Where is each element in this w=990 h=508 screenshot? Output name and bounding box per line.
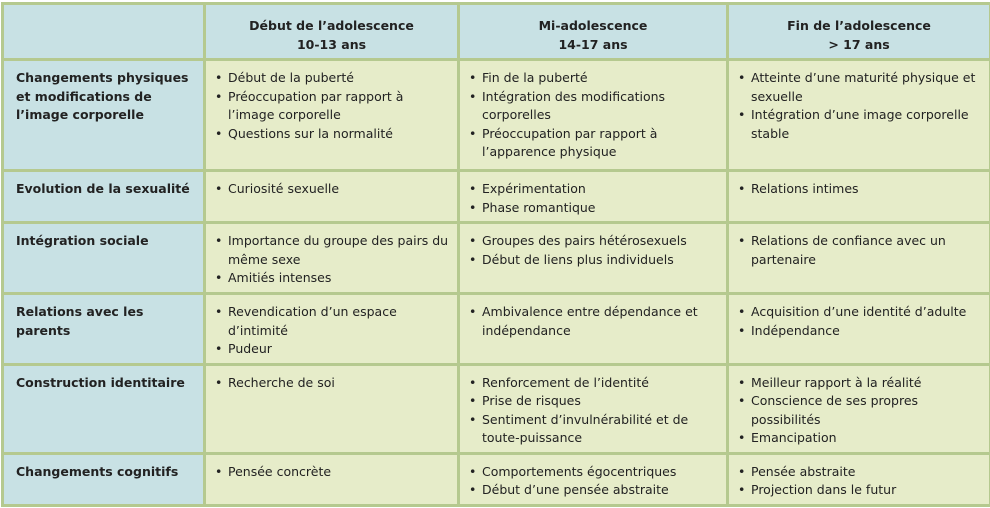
cell-early: [205, 364, 459, 453]
cell-late: [728, 223, 990, 294]
list-item: • Emancipation: [737, 429, 983, 448]
list-item: • Intégration des modifications corporelles: [468, 88, 720, 125]
cell-mid: [459, 223, 728, 294]
row-header-physical-changes: Changements physiques et modifications de l’image corporelle: [3, 60, 205, 171]
cell-late: [728, 364, 990, 453]
list-item: • Préoccupation par rapport à l’apparence physique: [468, 125, 720, 162]
list-item: • Début d’une pensée abstraite: [468, 481, 720, 500]
list-item: • Questions sur la normalité: [214, 125, 451, 144]
table-row: [3, 60, 990, 171]
list-item: • Revendication d’un espace d’intimité: [214, 303, 451, 340]
header-mid-adolescence: [459, 4, 728, 60]
cell-mid: [459, 294, 728, 365]
header-corner-cell: [3, 4, 205, 60]
cell-early: [205, 171, 459, 223]
table-row: [3, 453, 990, 505]
header-early-title: Début de l’adolescence: [212, 17, 451, 36]
list-item: • Début de la puberté: [214, 69, 451, 88]
list-item: • Fin de la puberté: [468, 69, 720, 88]
row-header-social-integration: Intégration sociale: [3, 223, 205, 294]
cell-mid: [459, 364, 728, 453]
list-item: • Pudeur: [214, 340, 451, 359]
list-item: • Indépendance: [737, 322, 983, 341]
list-item: • Amitiés intenses: [214, 269, 451, 288]
table-row: [3, 294, 990, 365]
adolescence-stages-table: [1, 2, 990, 507]
list-item: • Pensée concrète: [214, 463, 451, 482]
header-mid-title: Mi-adolescence: [466, 17, 720, 36]
cell-early: [205, 453, 459, 505]
cell-late: [728, 60, 990, 171]
list-item: • Prise de risques: [468, 392, 720, 411]
cell-early: [205, 294, 459, 365]
list-item: • Atteinte d’une maturité physique et sexuelle: [737, 69, 983, 106]
header-early-age: 10-13 ans: [212, 36, 451, 55]
list-item: • Meilleur rapport à la réalité: [737, 374, 983, 393]
cell-mid: [459, 60, 728, 171]
list-item: • Relations de confiance avec un partenaire: [737, 232, 983, 269]
list-item: • Phase romantique: [468, 199, 720, 218]
header-late-title: Fin de l’adolescence: [735, 17, 983, 36]
list-item: • Comportements égocentriques: [468, 463, 720, 482]
cell-late: [728, 453, 990, 505]
table-row: [3, 364, 990, 453]
row-header-identity-construction: Construction identitaire: [3, 364, 205, 453]
list-item: • Recherche de soi: [214, 374, 451, 393]
table-row: [3, 171, 990, 223]
header-mid-age: 14-17 ans: [466, 36, 720, 55]
list-item: • Importance du groupe des pairs du même sexe: [214, 232, 451, 269]
header-late-age: > 17 ans: [735, 36, 983, 55]
header-early-adolescence: [205, 4, 459, 60]
list-item: • Intégration d’une image corporelle stable: [737, 106, 983, 143]
header-late-adolescence: [728, 4, 990, 60]
list-item: • Groupes des pairs hétérosexuels: [468, 232, 720, 251]
cell-mid: [459, 453, 728, 505]
list-item: • Relations intimes: [737, 180, 983, 199]
list-item: • Acquisition d’une identité d’adulte: [737, 303, 983, 322]
row-header-cognitive-changes: Changements cognitifs: [3, 453, 205, 505]
row-header-sexuality: Evolution de la sexualité: [3, 171, 205, 223]
row-header-parent-relations: Relations avec les parents: [3, 294, 205, 365]
list-item: • Ambivalence entre dépendance et indépendance: [468, 303, 720, 340]
cell-late: [728, 171, 990, 223]
table-row: [3, 223, 990, 294]
cell-late: [728, 294, 990, 365]
list-item: • Expérimentation: [468, 180, 720, 199]
cell-early: [205, 60, 459, 171]
cell-early: [205, 223, 459, 294]
list-item: • Projection dans le futur: [737, 481, 983, 500]
list-item: • Début de liens plus individuels: [468, 251, 720, 270]
list-item: • Renforcement de l’identité: [468, 374, 720, 393]
header-row: [3, 4, 990, 60]
list-item: • Pensée abstraite: [737, 463, 983, 482]
list-item: • Conscience de ses propres possibilités: [737, 392, 983, 429]
list-item: • Curiosité sexuelle: [214, 180, 451, 199]
list-item: • Sentiment d’invulnérabilité et de toute-puissance: [468, 411, 720, 448]
list-item: • Préoccupation par rapport à l’image corporelle: [214, 88, 451, 125]
cell-mid: [459, 171, 728, 223]
